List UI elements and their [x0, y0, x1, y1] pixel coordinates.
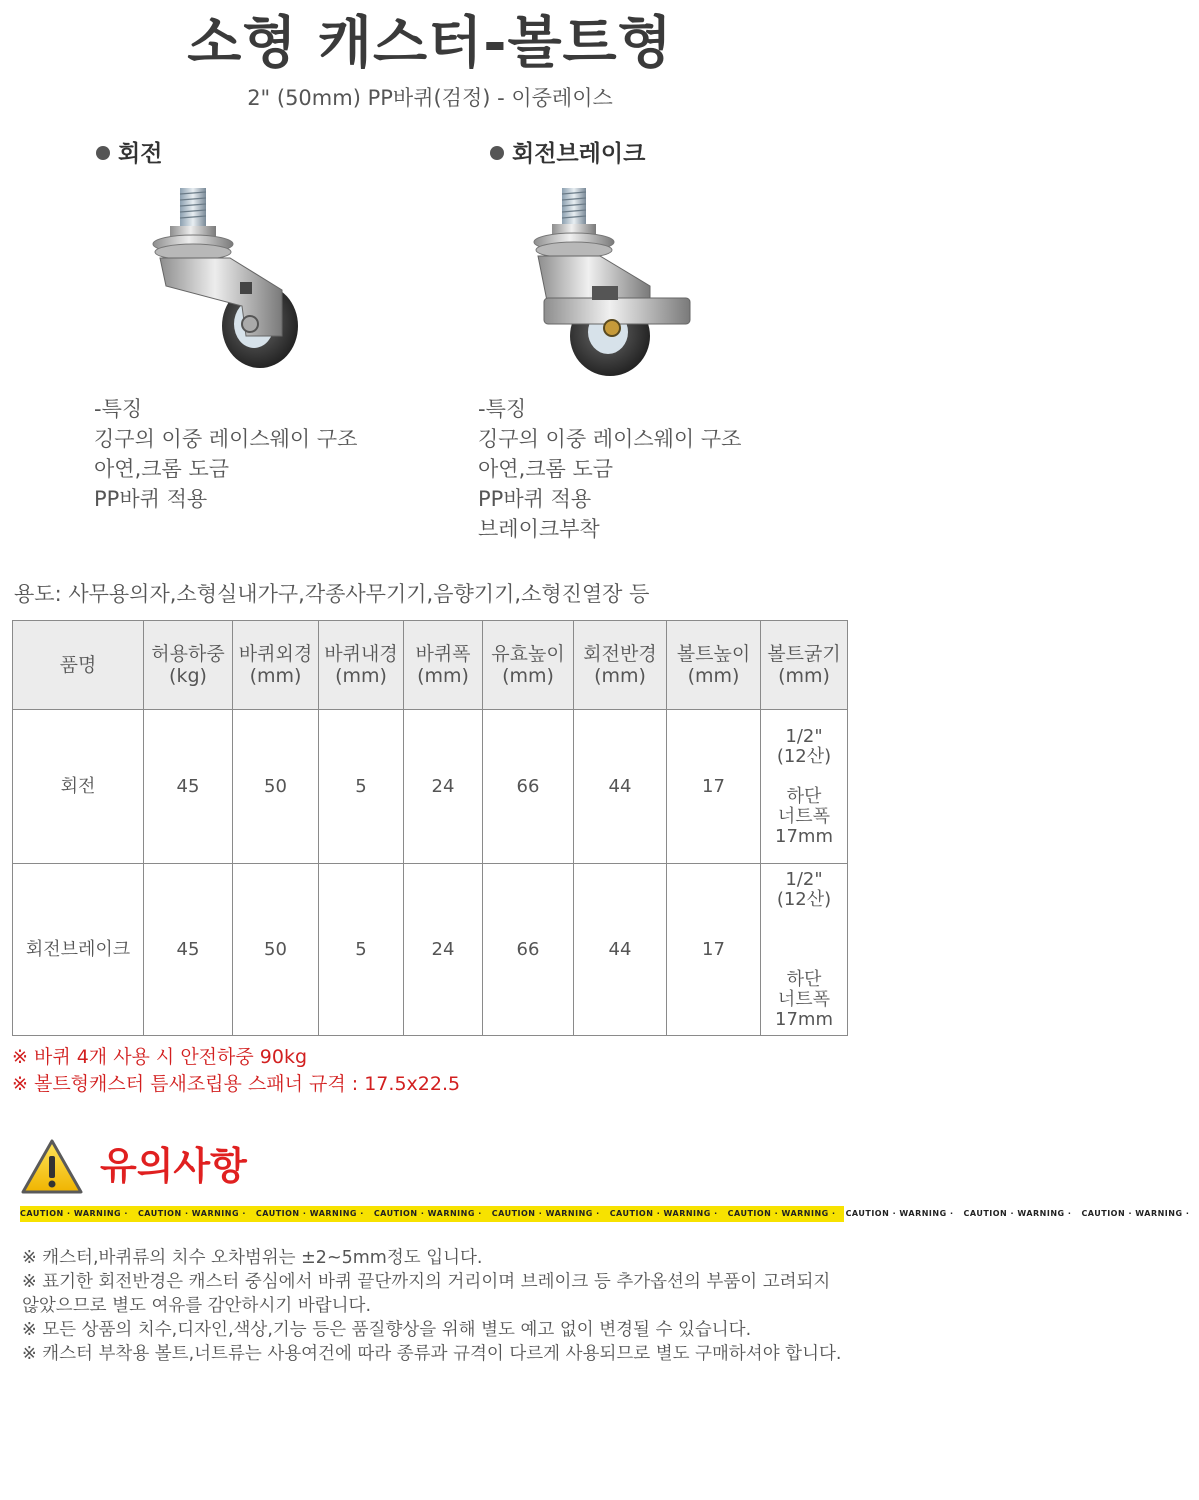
cell-outer: 50: [233, 864, 319, 1036]
caution-item: ※ 모든 상품의 치수,디자인,색상,기능 등은 품질향상을 위해 별도 예고 없이 변경될 수 있습니다.: [22, 1320, 752, 1340]
feature-line: 깅구의 이중 레이스웨이 구조: [94, 427, 358, 451]
product-name: 회전: [118, 141, 163, 167]
bullet-dot-icon: [490, 146, 504, 160]
cell-bolt-height: 17: [667, 710, 761, 864]
swivel-brake-caster-image: [530, 186, 690, 381]
cell-load: 45: [144, 710, 233, 864]
cell-bolt-size: 1/2" (12산) 하단 너트폭 17mm: [761, 710, 848, 864]
feature-line: PP바퀴 적용: [94, 487, 208, 511]
usage-text: 용도: 사무용의자,소형실내가구,각종사무기기,음향기기,소형진열장 등: [14, 582, 650, 606]
cell-radius: 44: [574, 864, 667, 1036]
cell-load: 45: [144, 864, 233, 1036]
swivel-caster-image: [150, 186, 300, 376]
cell-width: 24: [404, 710, 483, 864]
cell-height: 66: [483, 864, 574, 1036]
feature-line: 아연,크롬 도금: [94, 457, 230, 481]
caution-tape: CAUTION · WARNING · CAUTION · WARNING · CAUTION · WARNING · CAUTION · WARNING · CAUTION · WARNING · CAUTION · WARNING · CAUTION · WARNING · CAUTION · WARNING · CAUTION · WARNING · CAUTION · WARNING ·: [20, 1206, 844, 1222]
feature-line: -특징: [478, 397, 527, 421]
col-header-swivel-radius: 회전반경 (mm): [574, 621, 667, 710]
caution-item: ※ 표기한 회전반경은 캐스터 중심에서 바퀴 끝단까지의 거리이며 브레이크 등 추가옵션의 부품이 고려되지 않았으므로 별도 여유를 감안하시기 바랍니다.: [22, 1272, 831, 1316]
cell-inner: 5: [319, 710, 404, 864]
table-row: [13, 864, 848, 1036]
cell-bolt-size: 1/2" (12산) 하단 너트폭 17mm: [761, 864, 848, 1036]
bullet-dot-icon: [96, 146, 110, 160]
note-spanner-size: ※ 볼트형캐스터 틈새조립용 스패너 규격 : 17.5x22.5: [12, 1073, 461, 1095]
feature-line: -특징: [94, 397, 143, 421]
feature-line: 깅구의 이중 레이스웨이 구조: [478, 427, 742, 451]
cell-width: 24: [404, 864, 483, 1036]
cell-outer: 50: [233, 710, 319, 864]
warning-triangle-icon: [20, 1138, 84, 1196]
caution-list: [22, 1246, 842, 1366]
col-header-effective-height: 유효높이 (mm): [483, 621, 574, 710]
caution-item: ※ 캐스터 부착용 볼트,너트류는 사용여건에 따라 종류과 규격이 다르게 사용되므로 별도 구매하셔야 합니다.: [22, 1344, 842, 1364]
cell-name: 회전: [13, 710, 144, 864]
feature-line: PP바퀴 적용: [478, 487, 592, 511]
cell-bolt-height: 17: [667, 864, 761, 1036]
spec-table: [12, 620, 848, 1036]
col-header-inner-diameter: 바퀴내경 (mm): [319, 621, 404, 710]
feature-line: 브레이크부착: [478, 517, 600, 541]
col-header-wheel-width: 바퀴폭 (mm): [404, 621, 483, 710]
col-header-load: 허용하중 (kg): [144, 621, 233, 710]
features-swivel-brake: [478, 394, 741, 544]
product-name: 회전브레이크: [512, 141, 646, 167]
col-header-name: 품명: [13, 621, 144, 710]
cell-inner: 5: [319, 864, 404, 1036]
caution-item: ※ 캐스터,바퀴류의 치수 오차범위는 ±2~5mm정도 입니다.: [22, 1248, 483, 1268]
table-row: [13, 710, 848, 864]
product-heading-swivel-brake: [490, 139, 645, 169]
cell-height: 66: [483, 710, 574, 864]
cell-name: 회전브레이크: [13, 864, 144, 1036]
features-swivel: [94, 394, 357, 514]
product-heading-swivel: [96, 139, 162, 169]
col-header-bolt-height: 볼트높이 (mm): [667, 621, 761, 710]
feature-line: 아연,크롬 도금: [478, 457, 614, 481]
note-safe-load: ※ 바퀴 4개 사용 시 안전하중 90kg: [12, 1046, 308, 1068]
cell-radius: 44: [574, 710, 667, 864]
page-title: 소형 캐스터-볼트형: [187, 11, 673, 76]
col-header-bolt-size: 볼트굵기 (mm): [761, 621, 848, 710]
col-header-outer-diameter: 바퀴외경 (mm): [233, 621, 319, 710]
table-header-row: [13, 621, 848, 710]
page-subtitle: 2" (50mm) PP바퀴(검정) - 이중레이스: [247, 86, 613, 110]
caution-title: 유의사항: [100, 1144, 247, 1188]
